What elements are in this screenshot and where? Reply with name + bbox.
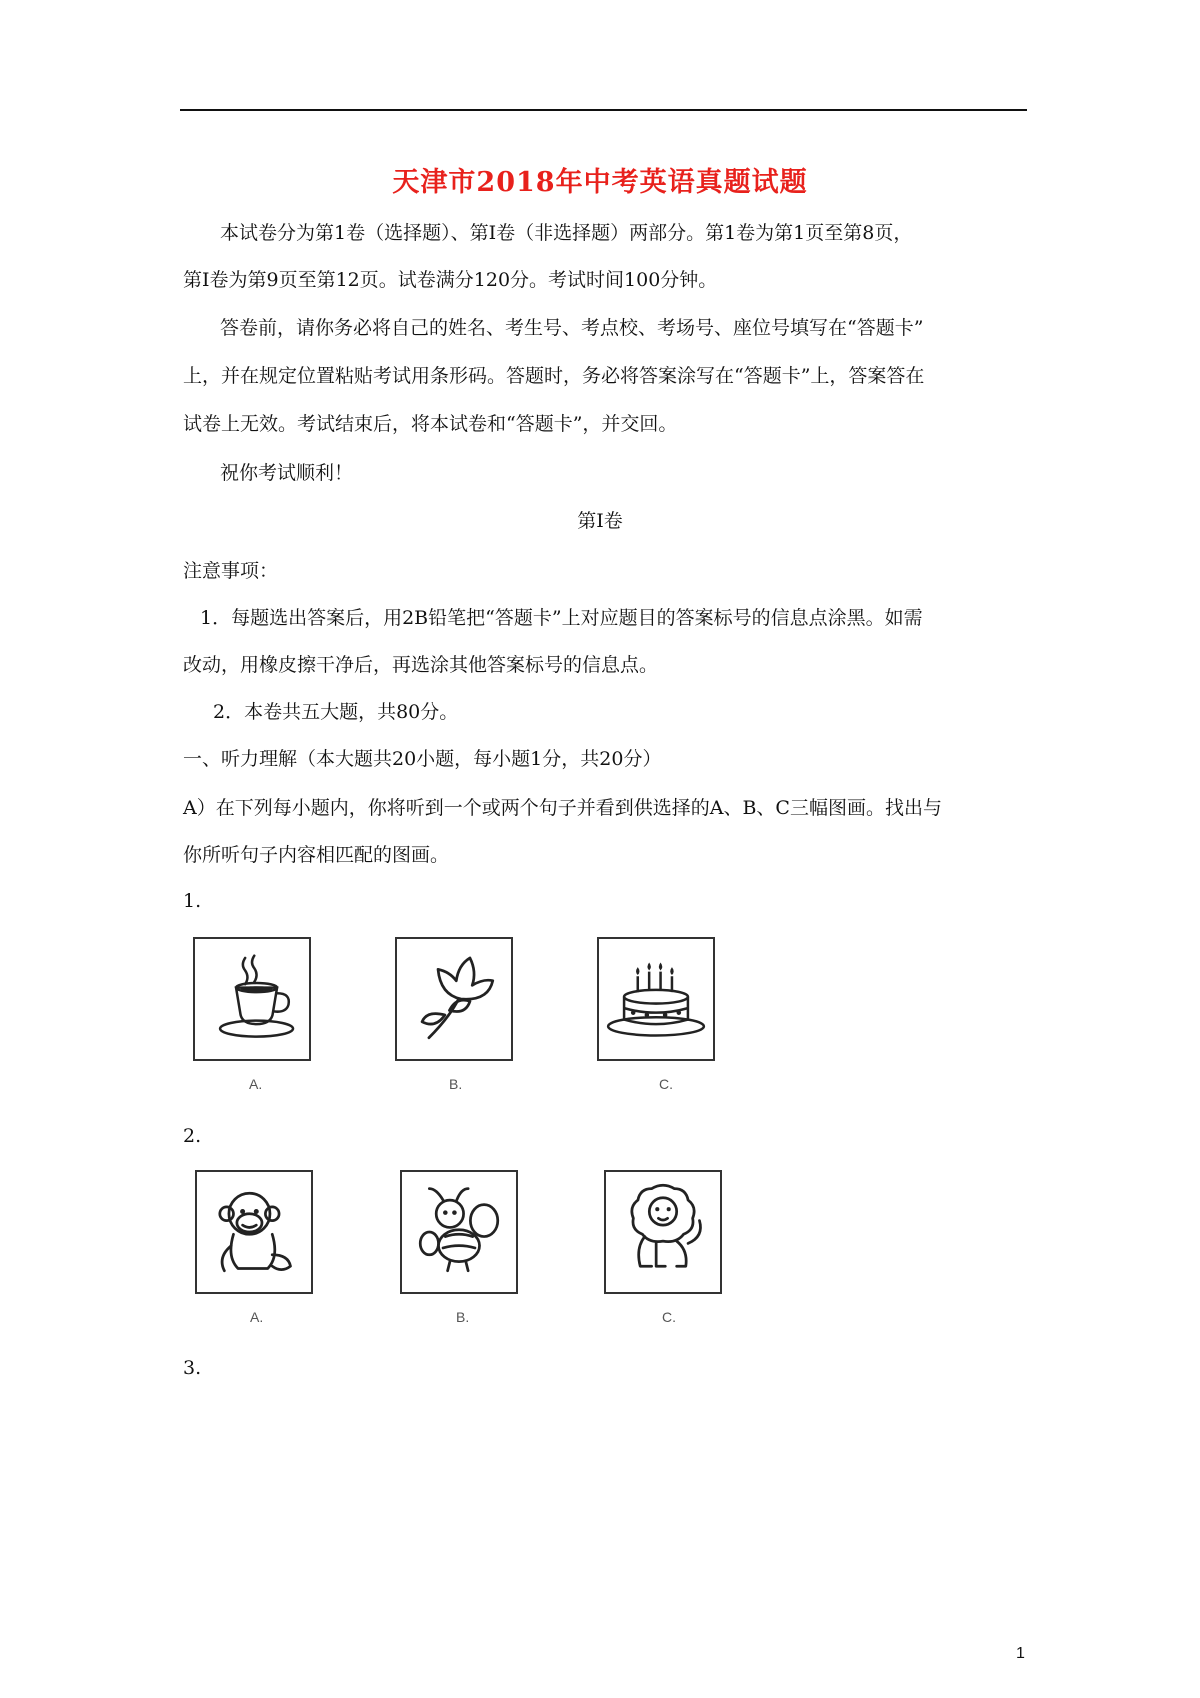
good-luck-text: 祝你考试顺利！ <box>220 462 354 484</box>
intro-line-2: 第Ⅰ卷为第9页至第12页。试卷满分120分。考试时间100分钟。 <box>183 269 718 291</box>
option-label: A. <box>250 1309 264 1325</box>
page-title: 天津市2018年中考英语真题试题 <box>392 167 808 198</box>
option-picture-b <box>400 1170 518 1294</box>
header-rule <box>180 109 1027 111</box>
intro-line-1: 本试卷分为第1卷（选择题）、第Ⅰ卷（非选择题）两部分。第1卷为第1页至第8页， <box>220 222 913 244</box>
note-1-line-2: 改动，用橡皮擦干净后，再选涂其他答案标号的信息点。 <box>183 654 659 676</box>
flower-icon <box>397 939 511 1059</box>
part-a-line-1: A）在下列每小题内，你将听到一个或两个句子并看到供选择的A、B、C三幅图画。找出与 <box>183 797 942 819</box>
notes-title: 注意事项： <box>183 560 279 582</box>
option-label: A. <box>249 1076 263 1092</box>
instructions-line-1: 答卷前，请你务必将自己的姓名、考生号、考点校、考场号、座位号填写在“答题卡” <box>220 317 924 339</box>
question-number: 2. <box>183 1125 202 1147</box>
page-number: 1 <box>1016 1645 1025 1662</box>
birthday-cake-icon <box>599 939 713 1059</box>
option-label: C. <box>659 1076 673 1092</box>
section-heading: 第Ⅰ卷 <box>577 510 623 532</box>
instructions-line-2: 上，并在规定位置粘贴考试用条形码。答题时，务必将答案涂写在“答题卡”上，答案答在 <box>183 365 925 387</box>
option-picture-a <box>193 937 311 1061</box>
coffee-cup-icon <box>195 939 309 1059</box>
option-picture-c <box>604 1170 722 1294</box>
option-label: C. <box>662 1309 676 1325</box>
question-number: 3. <box>183 1357 202 1379</box>
option-label: B. <box>456 1309 470 1325</box>
note-2: 2．本卷共五大题，共80分。 <box>213 701 459 723</box>
bee-icon <box>402 1172 516 1292</box>
part-1-title: 一、听力理解（本大题共20小题，每小题1分，共20分） <box>183 748 662 770</box>
question-number: 1. <box>183 890 202 912</box>
note-1-line-1: 1．每题选出答案后，用2B铅笔把“答题卡”上对应题目的答案标号的信息点涂黑。如需 <box>200 607 923 629</box>
lion-icon <box>606 1172 720 1292</box>
monkey-icon <box>197 1172 311 1292</box>
option-picture-a <box>195 1170 313 1294</box>
option-picture-b <box>395 937 513 1061</box>
option-label: B. <box>449 1076 463 1092</box>
option-picture-c <box>597 937 715 1061</box>
part-a-line-2: 你所听句子内容相匹配的图画。 <box>183 844 450 866</box>
instructions-line-3: 试卷上无效。考试结束后，将本试卷和“答题卡”，并交回。 <box>183 413 678 435</box>
